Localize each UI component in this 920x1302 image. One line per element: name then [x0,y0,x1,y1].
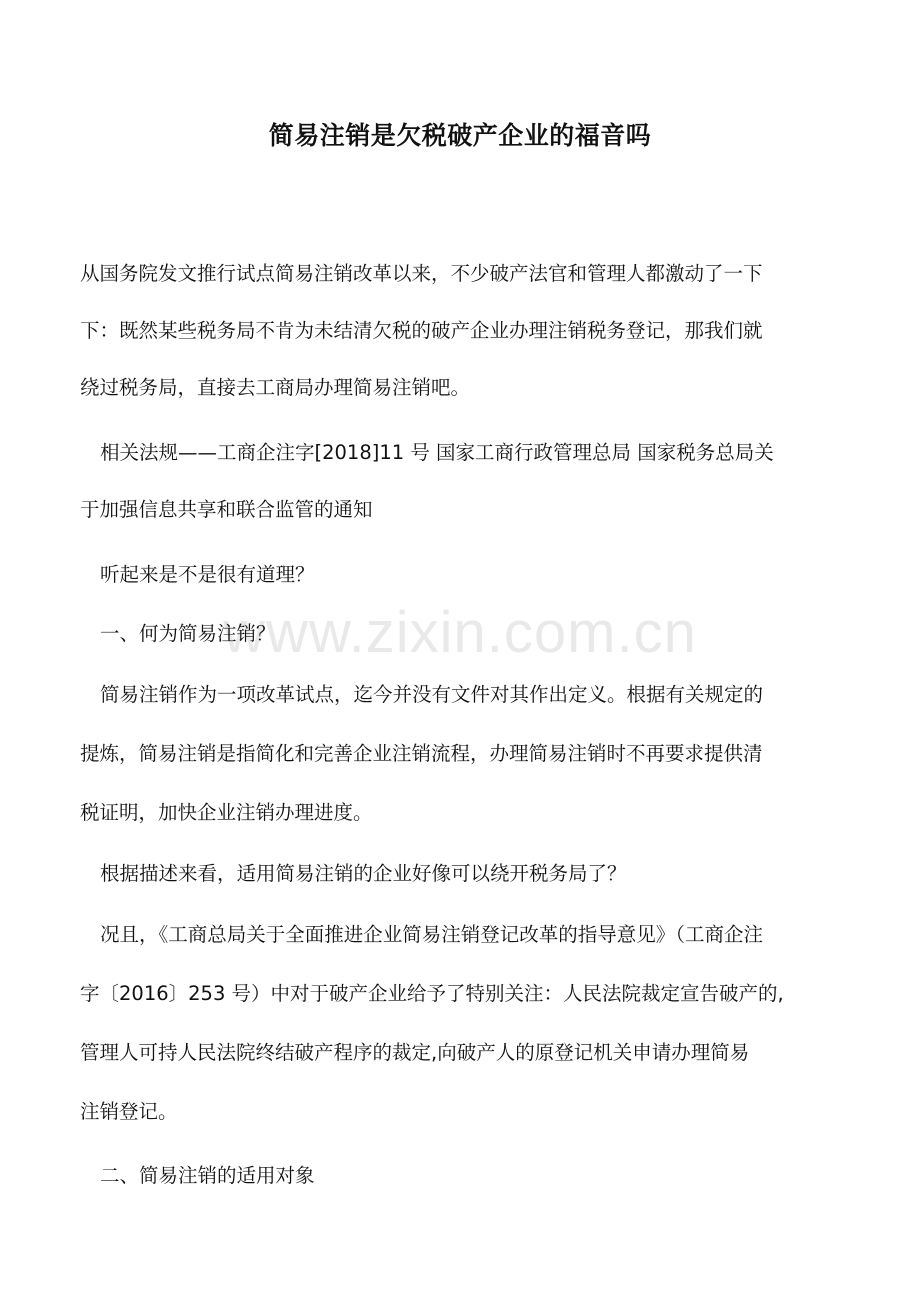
paragraph-line: 绕过税务局，直接去工商局办理简易注销吧。 [80,376,471,399]
paragraph-line: 管理人可持人民法院终结破产程序的裁定,向破产人的原登记机关申请办理简易 [80,1041,750,1064]
section-heading: 二、简易注销的适用对象 [100,1164,315,1187]
document-title: 简易注销是欠税破产企业的福音吗 [268,121,652,150]
paragraph-line: 听起来是不是很有道理？ [100,563,315,586]
paragraph-line: 从国务院发文推行试点简易注销改革以来，不少破产法官和管理人都激动了一下 [80,262,763,285]
section-heading: 一、何为简易注销？ [100,622,276,645]
paragraph-line: 根据描述来看，适用简易注销的企业好像可以绕开税务局了？ [100,862,627,885]
paragraph-line: 下：既然某些税务局不肯为未结清欠税的破产企业办理注销税务登记，那我们就 [80,319,763,342]
paragraph-line: 提炼，简易注销是指简化和完善企业注销流程，办理简易注销时不再要求提供清 [80,742,763,765]
paragraph-line: 于加强信息共享和联合监管的通知 [80,498,373,521]
paragraph-line: 况且，《工商总局关于全面推进企业简易注销登记改革的指导意见》（工商企注 [100,923,764,946]
paragraph-line: 相关法规——工商企注字[2018]11 号 国家工商行政管理总局 国家税务总局关 [100,441,774,464]
watermark: www.zixin.com.cn [223,600,697,665]
paragraph-line: 税证明，加快企业注销办理进度。 [80,801,373,824]
paragraph-line: 注销登记。 [80,1100,178,1123]
paragraph-line: 简易注销作为一项改革试点，迄今并没有文件对其作出定义。根据有关规定的 [100,683,764,706]
paragraph-line: 字〔2016〕253 号）中对于破产企业给予了特别关注：人民法院裁定宣告破产的, [80,982,784,1005]
